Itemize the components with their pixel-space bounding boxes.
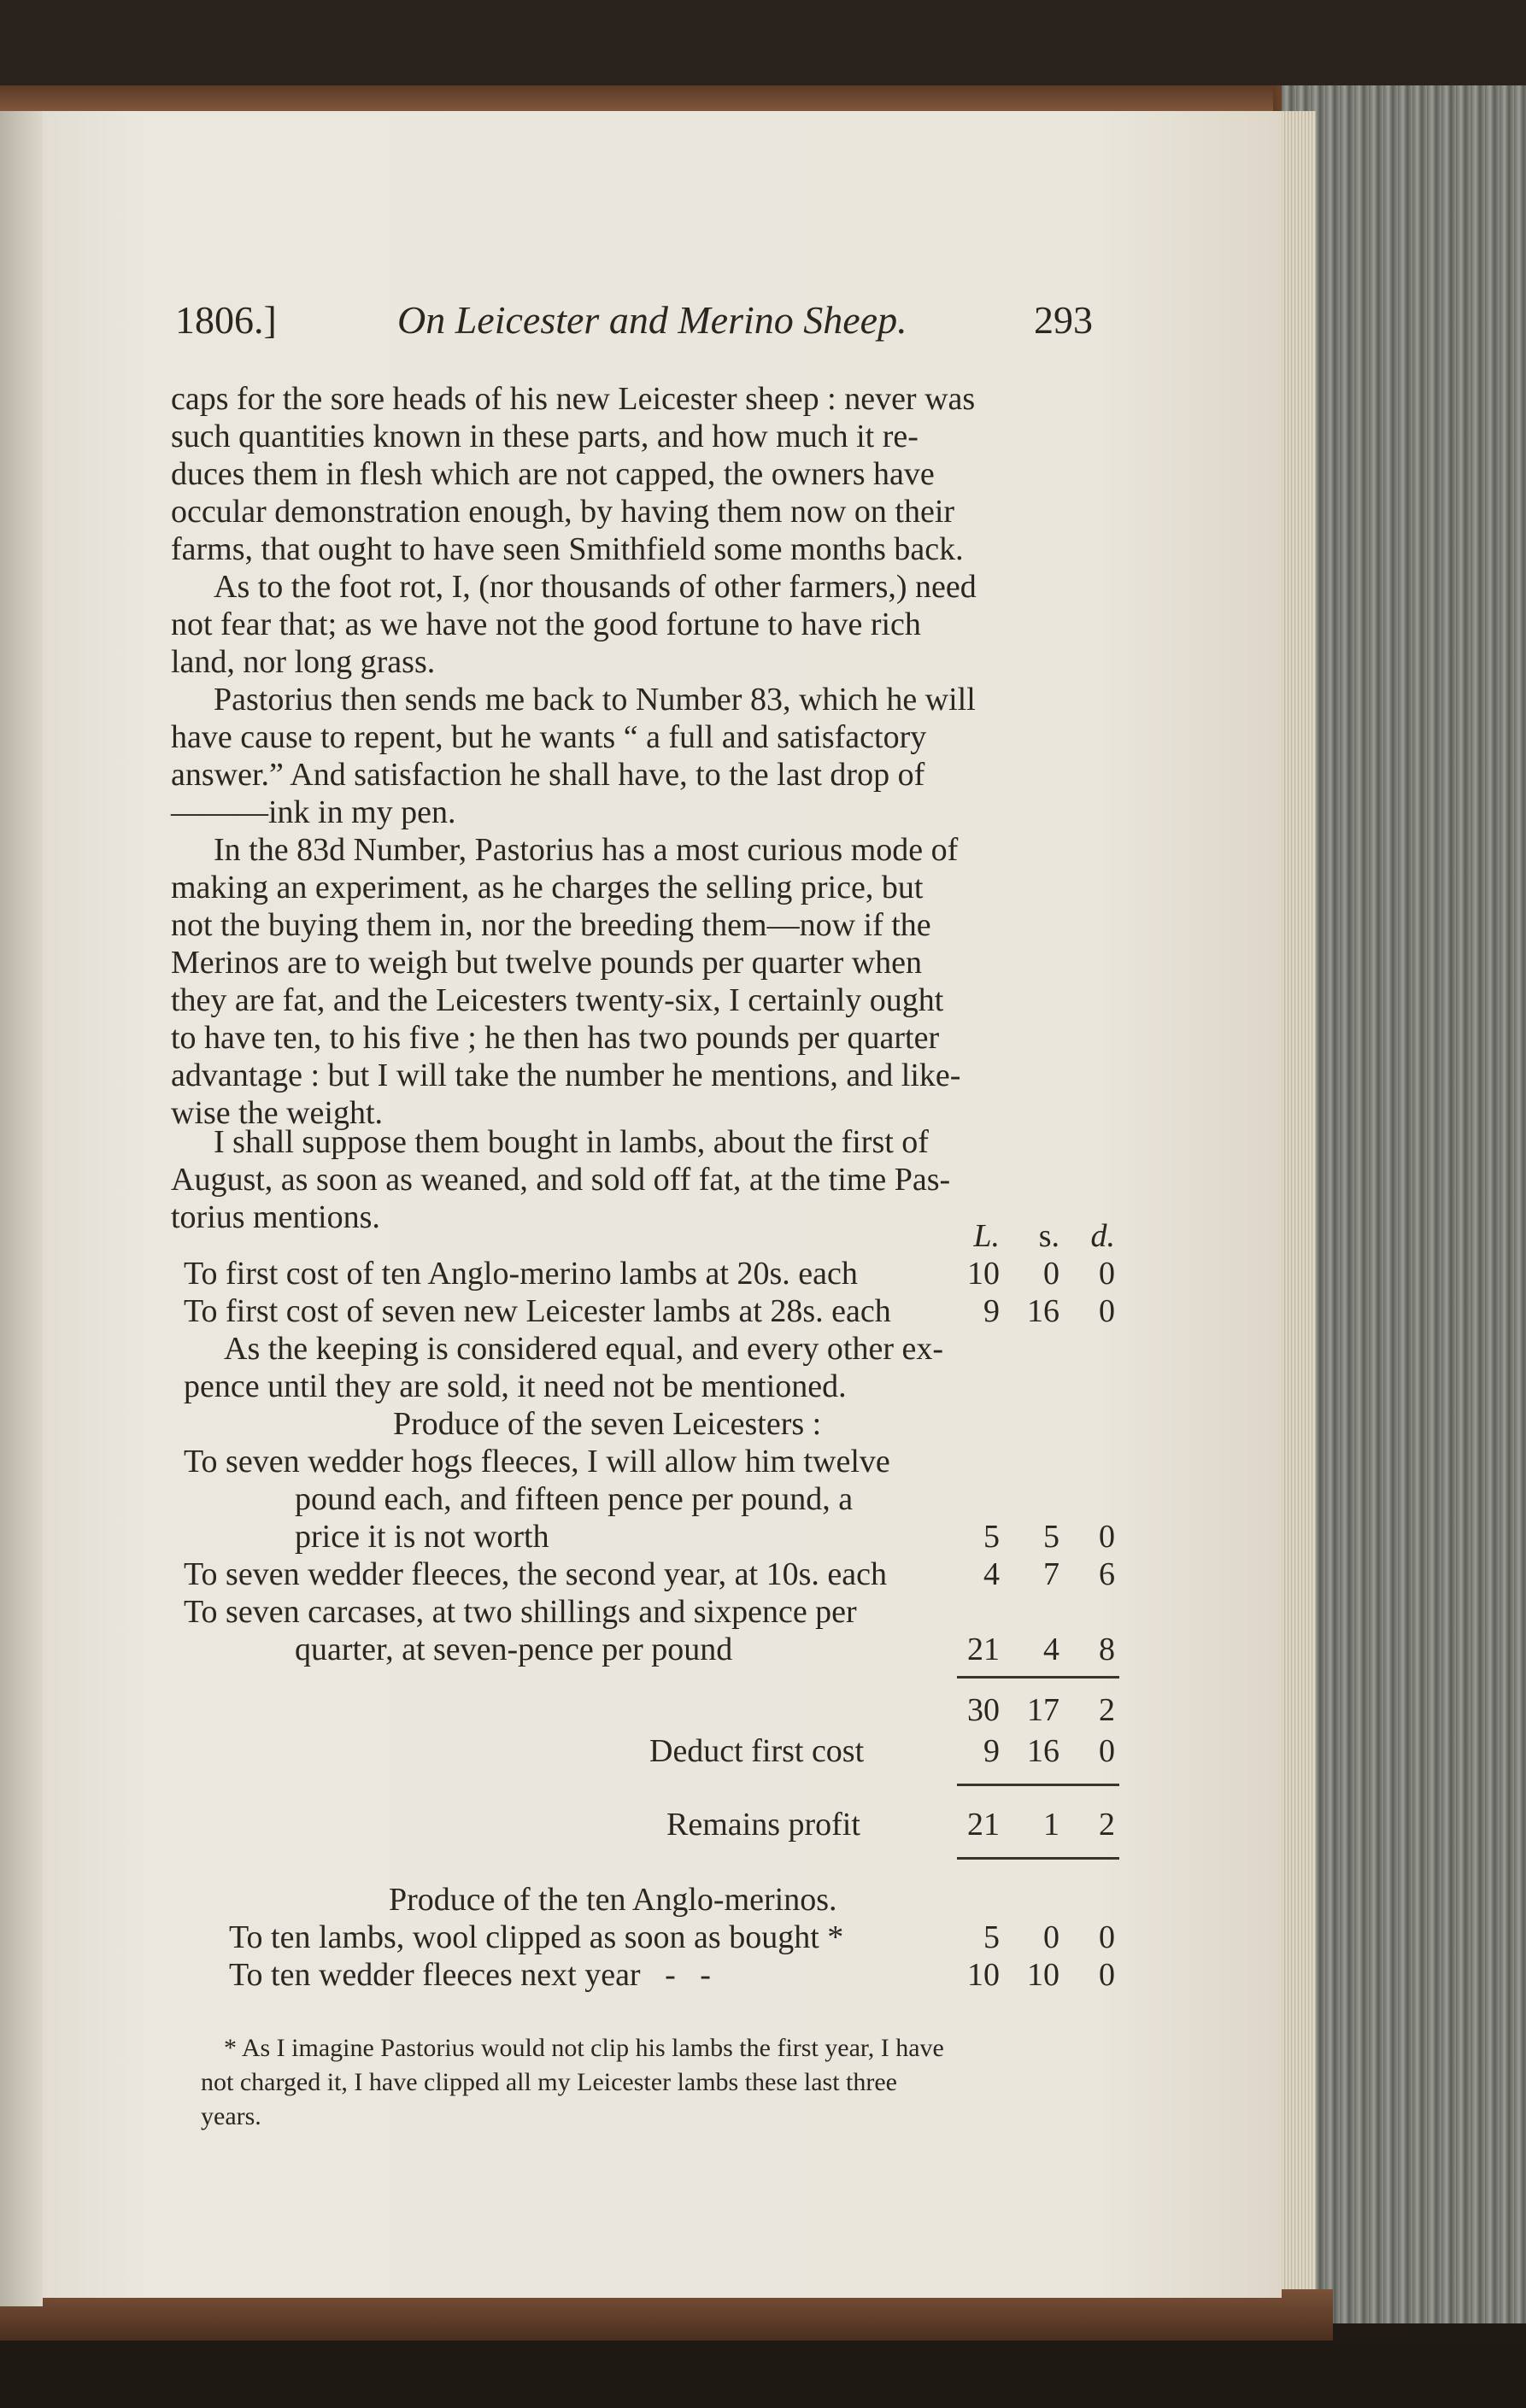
body-line: they are fat, and the Leicesters twenty-six, I certainly ought xyxy=(171,982,944,1018)
body-line: caps for the sore heads of his new Leicester sheep : never was xyxy=(171,381,976,417)
deduct-rule xyxy=(957,1784,1119,1786)
marbled-cover xyxy=(1282,85,1526,2323)
leicester-row-pence: 0 xyxy=(1099,1519,1115,1555)
body-line: answer.” And satisfaction he shall have, to the last drop of xyxy=(171,757,925,793)
body-line: not the buying them in, nor the breeding them—now if the xyxy=(171,907,931,943)
merino-row-shillings: 0 xyxy=(1043,1919,1059,1955)
body-line: duces them in flesh which are not capped, the owners have xyxy=(171,456,935,492)
cost-row-pounds: 9 xyxy=(983,1293,1000,1329)
body-line: such quantities known in these parts, and how much it re- xyxy=(171,419,919,454)
leicester-row-shillings: 7 xyxy=(1043,1556,1059,1592)
body-line: pence until they are sold, it need not be mentioned. xyxy=(184,1368,847,1404)
merino-row-pence: 0 xyxy=(1099,1919,1115,1955)
page-edges xyxy=(1282,111,1316,2298)
cost-row-label: To first cost of ten Anglo-merino lambs at 20s. each xyxy=(184,1256,858,1292)
body-line: wise the weight. xyxy=(171,1095,384,1131)
leicester-row-pounds: 21 xyxy=(967,1632,1000,1667)
leicester-row-line: To seven wedder hogs fleeces, I will allow him twelve xyxy=(184,1444,890,1479)
body-line: August, as soon as weaned, and sold off fat, at the time Pas- xyxy=(171,1162,951,1198)
merino-row-pounds: 10 xyxy=(967,1957,1000,1993)
section-heading: Produce of the ten Anglo-merinos. xyxy=(389,1882,837,1918)
footnote-line: years. xyxy=(201,2102,261,2130)
leicester-row-line: To seven wedder fleeces, the second year, at 10s. each xyxy=(184,1556,887,1592)
deduct-shillings: 16 xyxy=(1027,1733,1059,1769)
header-year: 1806.] xyxy=(175,298,277,342)
body-line: advantage : but I will take the number he mentions, and like- xyxy=(171,1058,961,1093)
leicester-row-pence: 6 xyxy=(1099,1556,1115,1592)
sum-shillings: 17 xyxy=(1027,1692,1059,1728)
cost-row-pounds: 10 xyxy=(967,1256,1000,1292)
body-line: farms, that ought to have seen Smithfield some months back. xyxy=(171,531,964,567)
body-line: As to the foot rot, I, (nor thousands of other farmers,) need xyxy=(214,569,977,605)
leicester-row-pounds: 4 xyxy=(983,1556,1000,1592)
deduct-label: Deduct first cost xyxy=(649,1733,865,1769)
body-line: land, nor long grass. xyxy=(171,644,436,680)
body-line: ———ink in my pen. xyxy=(171,794,456,830)
remains-rule xyxy=(957,1857,1119,1860)
leicester-row-line: price it is not worth xyxy=(295,1519,549,1555)
deduct-pounds: 9 xyxy=(983,1733,1000,1769)
body-line: occular demonstration enough, by having them now on their xyxy=(171,494,955,530)
page-number: 293 xyxy=(1034,298,1093,342)
sum-rule xyxy=(957,1676,1119,1679)
left-page-edge xyxy=(0,111,43,2306)
body-line: torius mentions. xyxy=(171,1199,380,1235)
body-line: to have ten, to his five ; he then has two pounds per quarter xyxy=(171,1020,940,1056)
leicester-row-pence: 8 xyxy=(1099,1632,1115,1667)
col-header-shillings: s. xyxy=(1038,1218,1059,1254)
leicester-row-line: quarter, at seven-pence per pound xyxy=(295,1632,733,1667)
body-line: have cause to repent, but he wants “ a full and satisfactory xyxy=(171,719,927,755)
leicester-row-line: pound each, and fifteen pence per pound, a xyxy=(295,1481,854,1517)
section-heading: Produce of the seven Leicesters : xyxy=(393,1406,822,1442)
merino-row-label: To ten wedder fleeces next year - - xyxy=(229,1957,711,1993)
sum-pounds: 30 xyxy=(967,1692,1000,1728)
leicester-row-line: To seven carcases, at two shillings and sixpence per xyxy=(184,1594,857,1630)
header-title: On Leicester and Merino Sheep. xyxy=(397,298,907,342)
body-line: Merinos are to weigh but twelve pounds per quarter when xyxy=(171,945,923,981)
cost-row-pence: 0 xyxy=(1099,1293,1115,1329)
merino-row-shillings: 10 xyxy=(1027,1957,1059,1993)
deduct-pence: 0 xyxy=(1099,1733,1115,1769)
merino-row-pounds: 5 xyxy=(983,1919,1000,1955)
remains-label: Remains profit xyxy=(666,1807,860,1843)
remains-shillings: 1 xyxy=(1043,1807,1059,1843)
body-line: Pastorius then sends me back to Number 83, which he will xyxy=(214,682,976,718)
cost-row-shillings: 0 xyxy=(1043,1256,1059,1292)
cost-row-label: To first cost of seven new Leicester lambs at 28s. each xyxy=(184,1293,891,1329)
body-line: I shall suppose them bought in lambs, about the first of xyxy=(214,1124,929,1160)
cost-row-pence: 0 xyxy=(1099,1256,1115,1292)
body-line: not fear that; as we have not the good fortune to have rich xyxy=(171,606,921,642)
remains-pounds: 21 xyxy=(967,1807,1000,1843)
cost-row-shillings: 16 xyxy=(1027,1293,1059,1329)
leicester-row-pounds: 5 xyxy=(983,1519,1000,1555)
body-line: In the 83d Number, Pastorius has a most curious mode of xyxy=(214,832,959,868)
remains-pence: 2 xyxy=(1099,1807,1115,1843)
body-line: making an experiment, as he charges the selling price, but xyxy=(171,870,924,905)
leicester-row-shillings: 4 xyxy=(1043,1632,1059,1667)
footnote-line: not charged it, I have clipped all my Leicester lambs these last three xyxy=(201,2068,897,2096)
leicester-row-shillings: 5 xyxy=(1043,1519,1059,1555)
merino-row-label: To ten lambs, wool clipped as soon as bought * xyxy=(229,1919,844,1955)
body-line: As the keeping is considered equal, and every other ex- xyxy=(224,1331,944,1367)
col-header-pence: d. xyxy=(1090,1218,1115,1254)
sum-pence: 2 xyxy=(1099,1692,1115,1728)
merino-row-pence: 0 xyxy=(1099,1957,1115,1993)
col-header-pounds: L. xyxy=(973,1218,1000,1254)
footnote-line: * As I imagine Pastorius would not clip his lambs the first year, I have xyxy=(224,2034,944,2062)
